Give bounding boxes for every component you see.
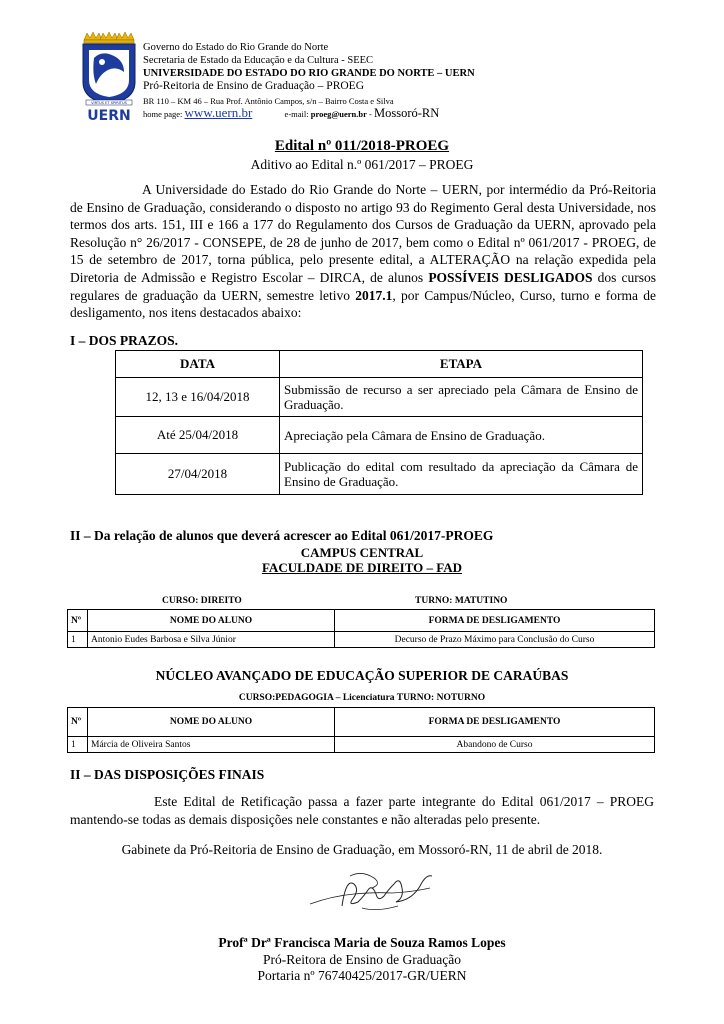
table-row <box>116 417 643 454</box>
student-name: Márcia de Oliveira Santos <box>88 737 335 753</box>
student-name: Antonio Eudes Barbosa e Silva Júnior <box>88 632 335 648</box>
homepage-label: home page: <box>143 109 183 119</box>
document-subtitle: Aditivo ao Edital n.º 061/2017 – PROEG <box>250 157 474 172</box>
prazo-etapa: Submissão de recurso a ser apreciado pela Câmara de Ensino de Graduação. <box>280 378 643 417</box>
homepage-link[interactable]: www.uern.br <box>184 105 253 120</box>
prazo-data: 12, 13 e 16/04/2018 <box>116 378 280 417</box>
section-prazos-heading: I – DOS PRAZOS. <box>70 333 179 348</box>
uern-logo <box>80 30 138 122</box>
column-header-nome: NOME DO ALUNO <box>88 708 335 737</box>
students-table-pedagogia <box>67 707 655 753</box>
table-header-row <box>116 351 643 378</box>
email-link[interactable]: proeg@uern.br <box>310 109 367 119</box>
column-header-etapa: ETAPA <box>280 351 643 378</box>
prazo-data: Até 25/04/2018 <box>116 417 280 454</box>
student-number: 1 <box>68 737 88 753</box>
section-disposicoes-heading: II – DAS DISPOSIÇÕES FINAIS <box>70 767 265 782</box>
signer-portaria: Portaria nº 76740425/2017-GR/UERN <box>257 968 467 983</box>
gabinete-line: Gabinete da Pró-Reitoria de Ensino de Graduação, em Mossoró-RN, 11 de abril de 2018. <box>121 842 603 857</box>
curso-turno-label: CURSO:PEDAGOGIA – Licenciatura TURNO: NOTURNO <box>238 693 486 703</box>
header-address: BR 110 – KM 46 – Rua Prof. Antônio Campos, s/n – Bairro Costa e Silva <box>143 96 394 106</box>
signer-role: Pró-Reitora de Ensino de Graduação <box>263 952 461 967</box>
curso-label: CURSO: DIREITO <box>162 596 242 606</box>
logo-motto: VIRTUS ET SPIRITUS <box>91 101 127 105</box>
column-header-forma: FORMA DE DESLIGAMENTO <box>335 610 655 632</box>
header-line-secretaria: Secretaria de Estado da Educação e da Cultura - SEEC <box>143 55 374 66</box>
handwritten-signature <box>302 866 444 916</box>
students-table-direito <box>67 609 655 648</box>
student-forma: Abandono de Curso <box>335 737 655 753</box>
column-header-numero: Nº <box>68 708 88 737</box>
column-header-numero: Nº <box>68 610 88 632</box>
column-header-forma: FORMA DE DESLIGAMENTO <box>335 708 655 737</box>
header-city: Mossoró-RN <box>374 106 440 120</box>
prazo-etapa: Publicação do edital com resultado da apreciação da Câmara de Ensino de Graduação. <box>280 454 643 495</box>
signer-name: Profª Drª Francisca Maria de Souza Ramos Lopes <box>218 935 506 950</box>
table-row <box>116 454 643 495</box>
turno-label: TURNO: MATUTINO <box>415 596 508 606</box>
table-row <box>116 378 643 417</box>
document-title: Edital nº 011/2018-PROEG <box>274 138 450 154</box>
header-line-universidade: UNIVERSIDADE DO ESTADO DO RIO GRANDE DO NORTE – UERN <box>143 68 475 79</box>
campus-heading: CAMPUS CENTRAL <box>300 545 424 560</box>
column-header-nome: NOME DO ALUNO <box>88 610 335 632</box>
nucleo-heading: NÚCLEO AVANÇADO DE EDUCAÇÃO SUPERIOR DE CARAÚBAS <box>155 668 569 683</box>
section-relacao-heading: II – Da relação de alunos que deverá acrescer ao Edital 061/2017-PROEG <box>70 528 494 543</box>
header-line-proreitoria: Pró-Reitoria de Ensino de Graduação – PROEG <box>143 80 365 92</box>
intro-paragraph: A Universidade do Estado do Rio Grande do Norte – UERN, por intermédio da Pró-Reitoria de Ensino de Graduação, considerando o disposto no artigo 93 do Regimento Geral desta Universidade, nos termos dos arts. 151, III e 166 a 177 do Regulamento dos Cursos de Graduação da UERN, aprovado pela Resolução n° 26/2017 - CONSEPE, de 28 de junho de 2017, bem como o Edital nº 061/2017 - PROEG, de 15 de setembro de 2017, torna pública, pelo presente edital, a ALTERAÇÃO na relação expedida pela Diretoria de Admissão e Registro Escolar – DIRCA, de alunos POSSÍVEIS DESLIGADOS dos cursos regulares de graduação da UERN, semestre letivo 2017.1, por Campus/Núcleo, Curso, turno e forma de desligamento, nos itens destacados abaixo: <box>70 182 656 321</box>
column-header-data: DATA <box>116 351 280 378</box>
table-row <box>68 737 655 753</box>
table-row <box>68 632 655 648</box>
header-line-governo: Governo do Estado do Rio Grande do Norte <box>143 42 329 53</box>
prazos-table <box>115 350 643 495</box>
table-header-row <box>68 610 655 632</box>
prazo-data: 27/04/2018 <box>116 454 280 495</box>
logo-text: UERN <box>87 108 131 122</box>
student-number: 1 <box>68 632 88 648</box>
student-forma: Decurso de Prazo Máximo para Conclusão do Curso <box>335 632 655 648</box>
faculdade-heading: FACULDADE DE DIREITO – FAD <box>261 560 463 575</box>
header-contact: home page: www.uern.br e-mail: proeg@uern.br - Mossoró-RN <box>143 105 440 120</box>
table-header-row <box>68 708 655 737</box>
disposicoes-paragraph: Este Edital de Retificação passa a fazer parte integrante do Edital 061/2017 – PROEG mantendo-se todas as demais disposições nele constantes e não alteradas pelo presente. <box>70 794 654 827</box>
prazo-etapa: Apreciação pela Câmara de Ensino de Graduação. <box>280 417 643 454</box>
email-label: e-mail: <box>284 109 309 119</box>
